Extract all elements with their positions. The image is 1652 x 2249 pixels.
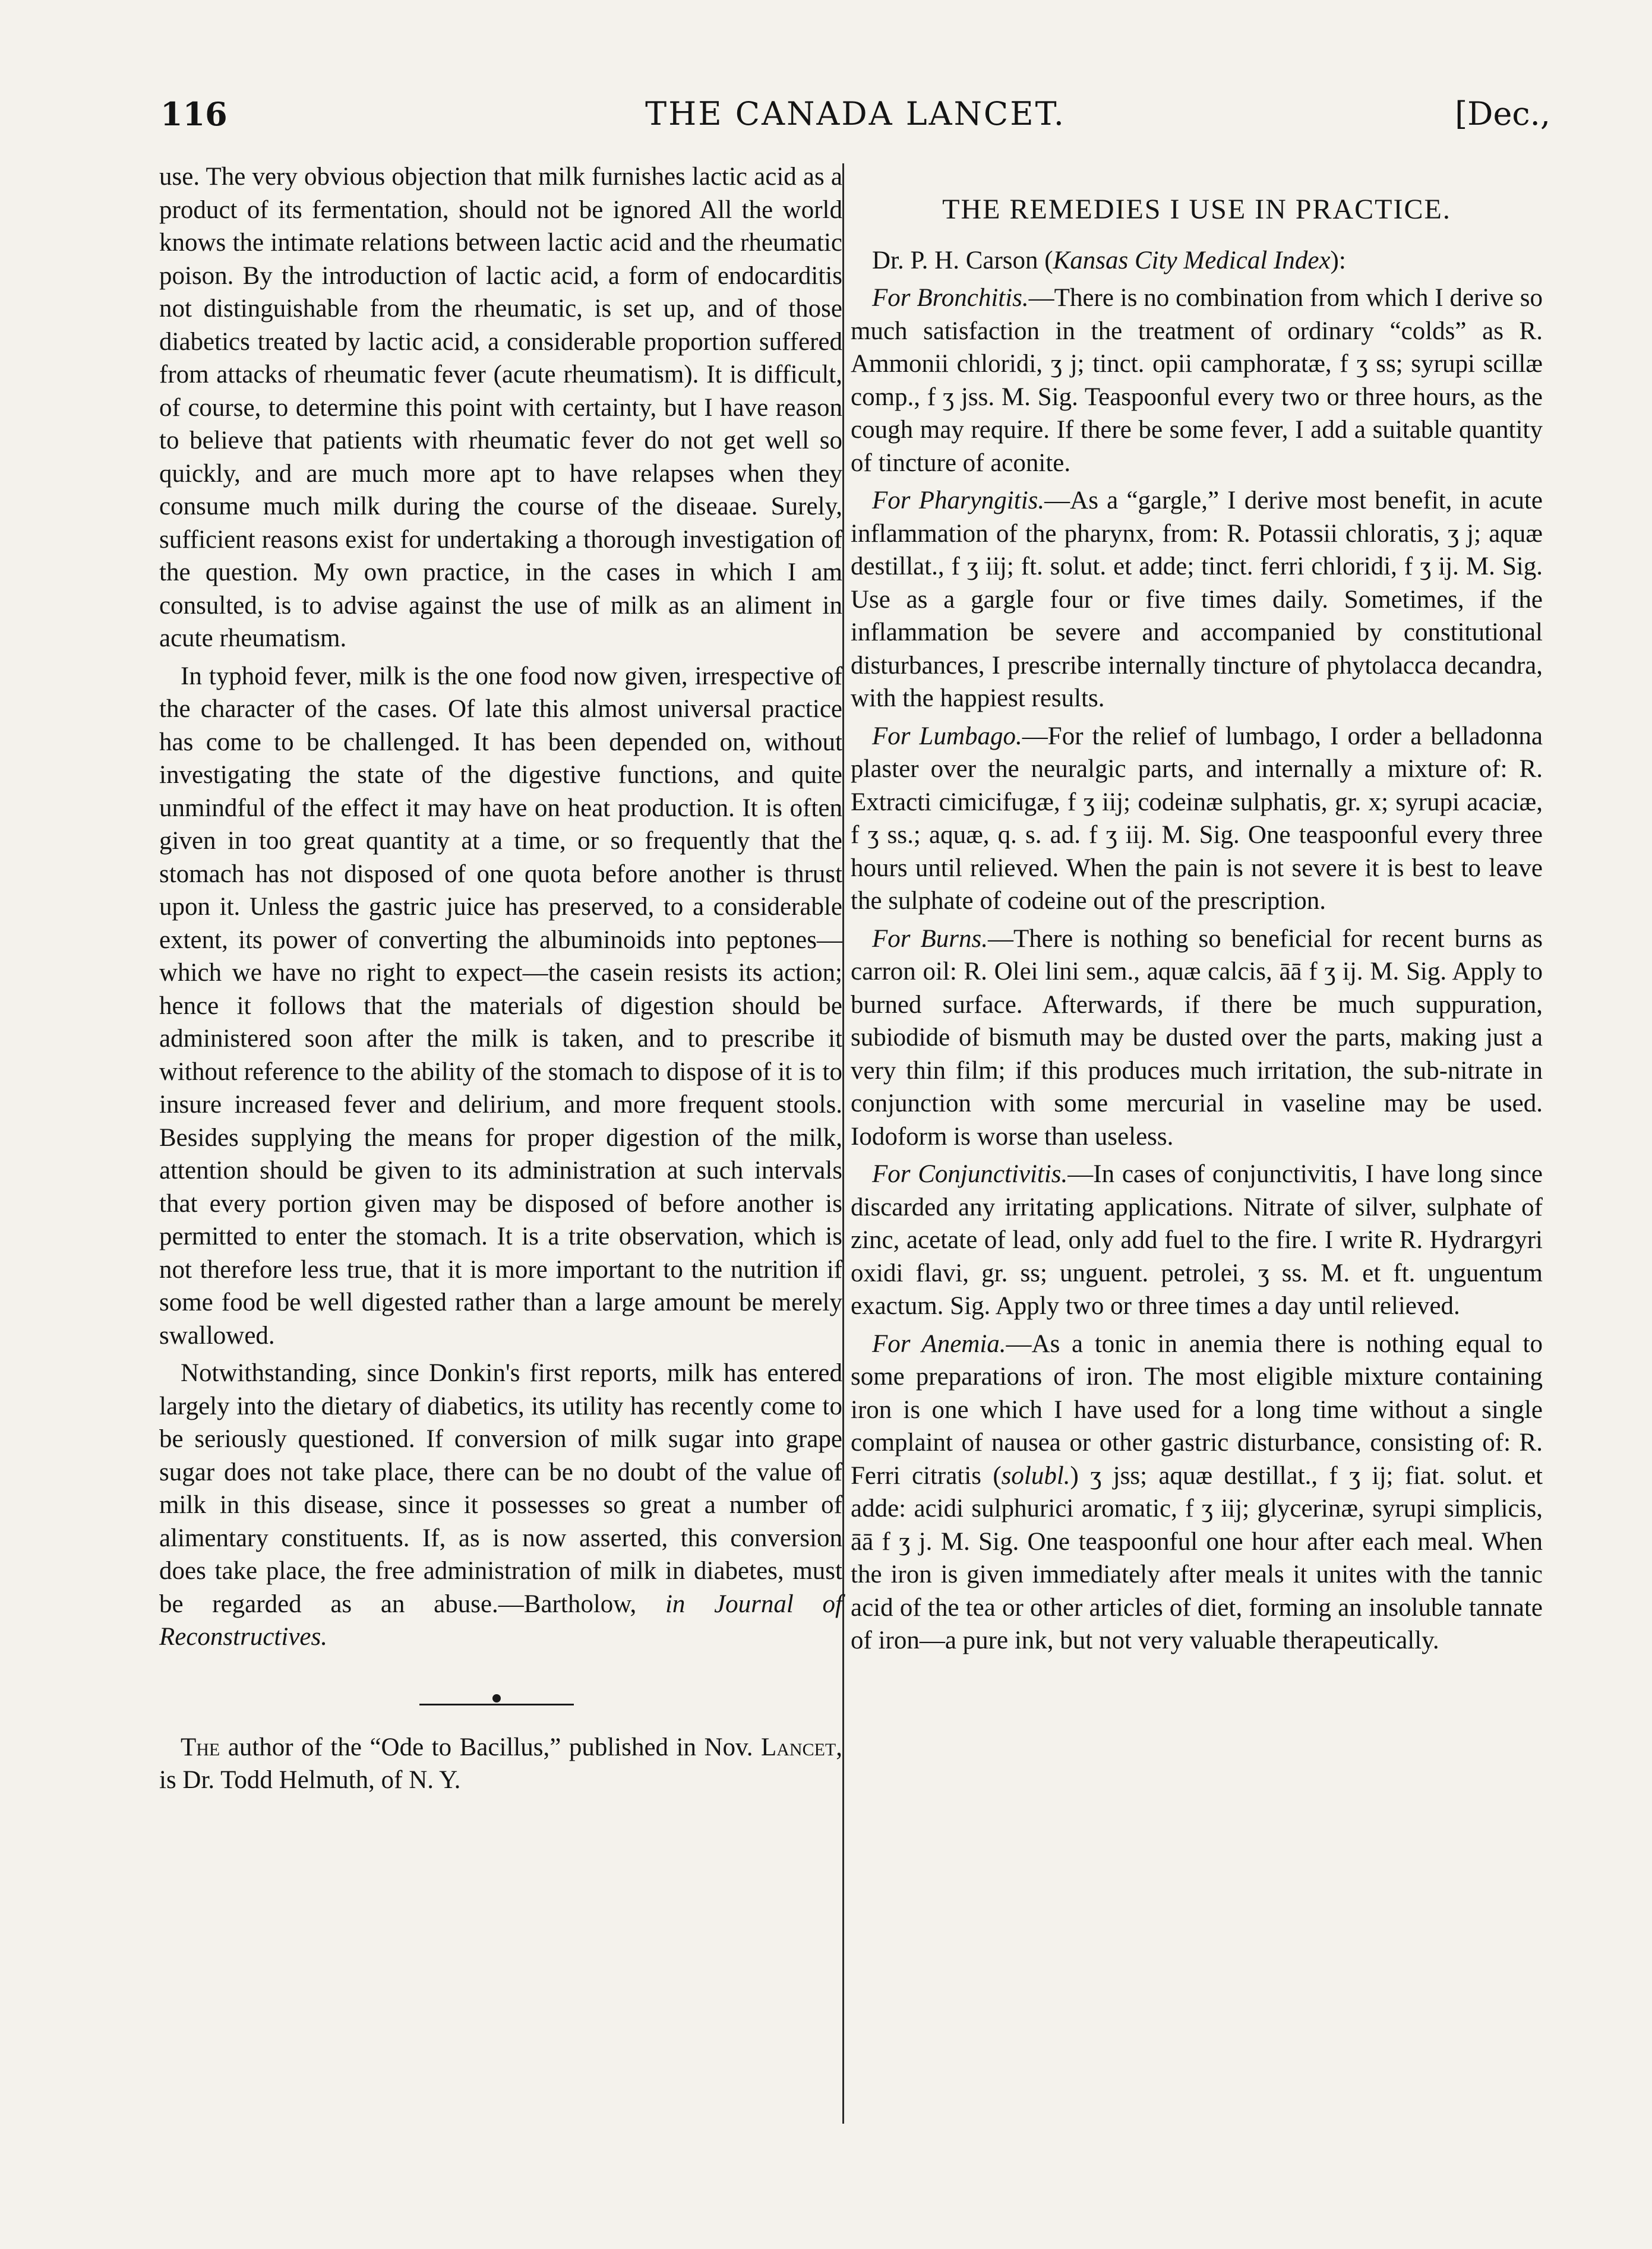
remedy-heading: For Pharyngitis.: [872, 487, 1045, 514]
remedy-pharyngitis: [851, 484, 1543, 715]
remedy-heading: For Bronchitis.: [872, 284, 1029, 312]
byline: [851, 244, 1543, 277]
typhoid-fever-paragraph: In typhoid fever, milk is the one food now given, irrespective of the character of the cases. Of late this almost universal practice has come to be challenged. It has been depended on, without investigating the state of the digestive functions, and quite unmindful of the effect it may have on heat production. It is often given in too great quantity at a time, or so frequently that the stomach has not disposed of one quota before another is thrust upon it. Unless the gastric juice has preserved, to a considerable extent, its power of converting the albuminoids into peptones—which we have no right to expect—the casein resists its action; hence it follows that the materials of digestion should be administered soon after the milk is taken, and to prescribe it without reference to the ability of the stomach to dispose of it is to insure increased fever and delirium, and more frequent stools. Besides supplying the means for proper digestion of the milk, attention should be given to its administration at such intervals that every portion given may be disposed of before another is permitted to enter the stomach. It is a trite observation, which is not therefore less true, that it is more important to the nutrition if some food be well digested rather than a large amount be merely swallowed.: [159, 662, 842, 1350]
remedy-text: —For the relief of lumbago, I order a belladonna plaster over the neuralgic parts, and internally a mixture of: R. Extracti cimicifugæ, f ʒ iij; codeinæ sulphatis, gr. x; syrupi acaciæ, f ʒ ss.; aquæ, q. s. ad. f ʒ iij. M. Sig. One teaspoonful every three hours until relieved. When the pain is not severe it is best to leave the sulphate of codeine out of the prescription.: [851, 722, 1543, 915]
author-note-text: author of the “Ode to Bacillus,” published in Nov.: [228, 1733, 753, 1761]
left-column: [159, 160, 842, 1797]
remedy-conjunctivitis: [851, 1158, 1543, 1323]
remedy-text: —There is nothing so beneficial for recent burns as carron oil: R. Olei lini sem., aquæ calcis, āā f ʒ ij. M. Sig. Apply to burned surface. Afterwards, if there be much suppuration, subiodide of bismuth may be dusted over the parts, making just a very thin film; if this produces much irritation, the sub-nitrate in conjunction with some mercurial in vaseline may be used. Iodoform is worse than useless.: [851, 924, 1543, 1151]
remedy-burns: [851, 923, 1543, 1154]
author-note-journal: Lancet: [761, 1733, 836, 1761]
page-number: 116: [160, 95, 228, 133]
remedy-text-continued: ) ʒ jss; aquæ destillat., f ʒ ij; fiat. solut. et adde: acidi sulphurici aromatic, f ʒ iij; glycerinæ, syrupi simplicis, āā f ʒ j. M. Sig. One teaspoonful one hour after each meal. When the iron is given immediately after meals it unites with the tannic acid of the tea or other articles of diet, forming an insoluble tannate of iron—a pure ink, but not very valuable therapeutically.: [851, 1461, 1543, 1654]
remedy-heading: For Conjunctivitis.: [872, 1160, 1068, 1188]
remedy-text: —As a tonic in anemia there is nothing equal to some preparations of iron. The most eligible mixture containing iron is one which I have used for a long time without a single complaint of nausea or other gastric disturbance, consisting of: R. Ferri citratis (: [851, 1329, 1543, 1490]
remedy-text: —In cases of conjunctivitis, I have long since discarded any irritating applications. Nitrate of silver, sulphate of zinc, acetate of lead, only add fuel to the fire. I write R. Hydrargyri oxidi flavi, gr. ss; unguent. petrolei, ʒ ss. M. et ft. unguentum exactum. Sig. Apply two or three times a day until relieved.: [851, 1160, 1543, 1320]
remedy-heading: For Lumbago.: [872, 722, 1022, 750]
remedy-solubl: solubl.: [1001, 1461, 1070, 1490]
byline-author: Dr. P. H. Carson (: [872, 246, 1053, 274]
milk-rheumatism-paragraph: use. The very obvious objection that milk furnishes lactic acid as a product of its fermentation, should not be ignored All the world knows the intimate relations between lactic acid and the rheumatic poison. By the introduction of lactic acid, a form of endocarditis not distinguishable from the rheumatic, is set up, and of those diabetics treated by lactic acid, a considerable proportion suffered from attacks of rheumatic fever (acute rheumatism). It is difficult, of course, to determine this point with certainty, but I have reason to believe that patients with rheumatic fever do not get well so quickly, and are much more apt to have relapses when they consume much milk during the course of the diseaae. Surely, sufficient reasons exist for undertaking a thorough investigation of the question. My own practice, in the cases in which I am consulted, is to advise against the use of milk as an aliment in acute rheumatism.: [159, 163, 842, 652]
source-citation: in Journal of Reconstructives.: [159, 1590, 842, 1651]
remedy-text: —There is no combination from which I derive so much satisfaction in the treatment of ordinary “colds” as R. Ammonii chloridi, ʒ j; tinct. opii camphoratæ, f ʒ ss; syrupi scillæ comp., f ʒ jss. M. Sig. Teaspoonful every two or three hours, as the cough may require. If there be some fever, I add a suitable quantity of tincture of aconite.: [851, 284, 1543, 477]
page-header: [160, 95, 1550, 143]
remedy-heading: For Burns.: [872, 924, 988, 953]
byline-end: ):: [1330, 246, 1346, 274]
remedy-bronchitis: [851, 282, 1543, 479]
section-ornament: [159, 1678, 842, 1695]
byline-source: Kansas City Medical Index: [1053, 246, 1331, 274]
right-column: [851, 160, 1543, 1657]
author-note: [159, 1731, 842, 1797]
issue-date: [Dec.,: [1455, 95, 1550, 132]
remedy-heading: For Anemia.: [872, 1329, 1006, 1358]
remedy-anemia: [851, 1328, 1543, 1657]
diabetes-paragraph: [159, 1357, 842, 1654]
journal-title: THE CANADA LANCET.: [645, 95, 1066, 132]
section-title: THE REMEDIES I USE IN PRACTICE.: [942, 194, 1451, 225]
diabetes-text: Notwithstanding, since Donkin's first reports, milk has entered largely into the dietary of diabetics, its utility has recently come to be seriously questioned. If conversion of milk sugar into grape sugar does not take place, there can be no doubt of the value of milk in this disease, since it possesses so great a number of alimentary constituents. If, as is now asserted, this conversion does take place, the free administration of milk in diabetes, must be regarded as an abuse.—Bartholow,: [159, 1359, 842, 1618]
column-divider: [842, 163, 844, 2124]
author-note-end: , is Dr. Todd Helmuth, of N. Y.: [159, 1733, 843, 1794]
author-note-lead: The: [181, 1733, 220, 1761]
remedy-lumbago: [851, 720, 1543, 918]
remedy-text: —As a “gargle,” I derive most benefit, in acute inflammation of the pharynx, from: R. Potassii chloratis, ʒ j; aquæ destillat., f ʒ iij; ft. solut. et adde; tinct. ferri chloridi, f ʒ ij. M. Sig. Use as a gargle four or five times daily. Sometimes, if the inflammation be severe and accompanied by constitutional disturbances, I prescribe internally tincture of phytolacca decandra, with the happiest results.: [851, 487, 1543, 712]
